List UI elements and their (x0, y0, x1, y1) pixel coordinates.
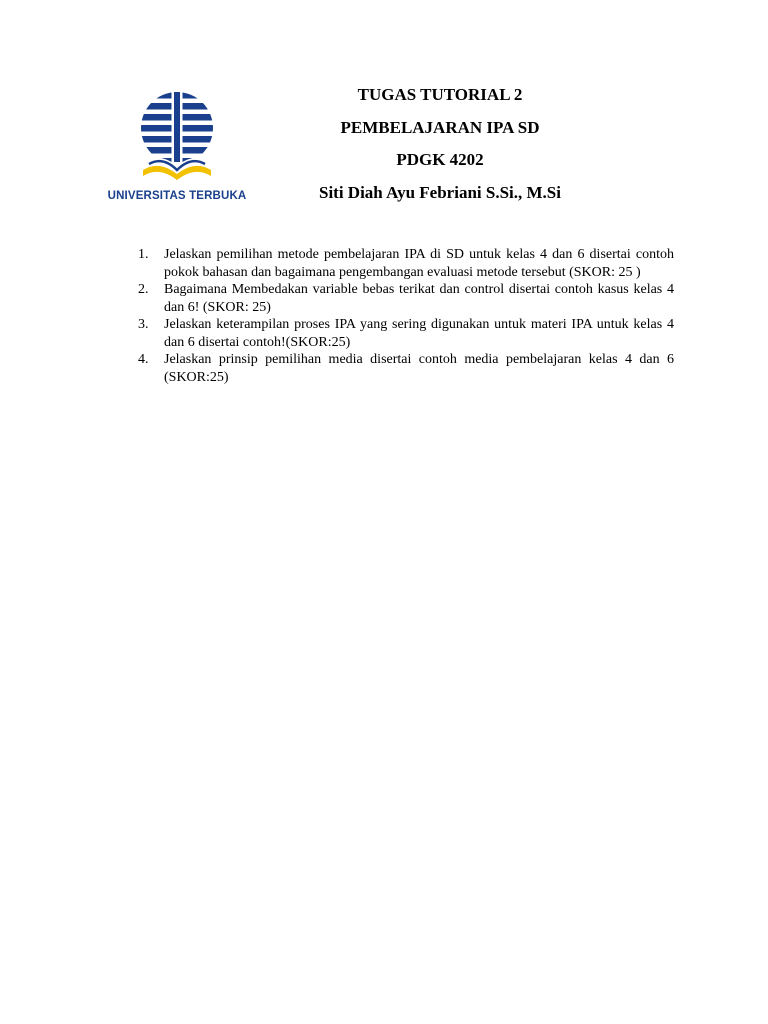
course-code: PDGK 4202 (396, 150, 484, 169)
question-item (138, 316, 674, 351)
university-emblem-icon (139, 90, 215, 186)
assignment-title: TUGAS TUTORIAL 2 (357, 85, 523, 104)
document-header (290, 84, 590, 214)
university-name: UNIVERSITAS TERBUKA (107, 190, 247, 202)
tutor-name: Siti Diah Ayu Febriani S.Si., M.Si (319, 182, 561, 202)
question-item (138, 351, 674, 386)
question-number: 2. (138, 282, 149, 297)
question-text: Jelaskan prinsip pemilihan media disertai contoh media pembelajaran kelas 4 dan 6 (SKOR:25) (164, 352, 674, 385)
question-number: 1. (138, 247, 149, 262)
question-number: 3. (138, 317, 149, 332)
course-name: PEMBELAJARAN IPA SD (340, 117, 540, 137)
question-number: 4. (138, 352, 149, 367)
university-logo (101, 90, 253, 206)
question-list (138, 246, 674, 386)
question-item (138, 246, 674, 281)
question-text: Jelaskan pemilihan metode pembelajaran IPA di SD untuk kelas 4 dan 6 disertai contoh pokok bahasan dan bagaimana pengembangan evaluasi metode tersebut (SKOR: 25 ) (164, 247, 674, 280)
question-text: Jelaskan keterampilan proses IPA yang sering digunakan untuk materi IPA untuk kelas 4 dan 6 disertai contoh!(SKOR:25) (164, 317, 674, 350)
question-item (138, 281, 674, 316)
question-text: Bagaimana Membedakan variable bebas terikat dan control disertai contoh kasus kelas 4 dan 6! (SKOR: 25) (164, 282, 674, 315)
